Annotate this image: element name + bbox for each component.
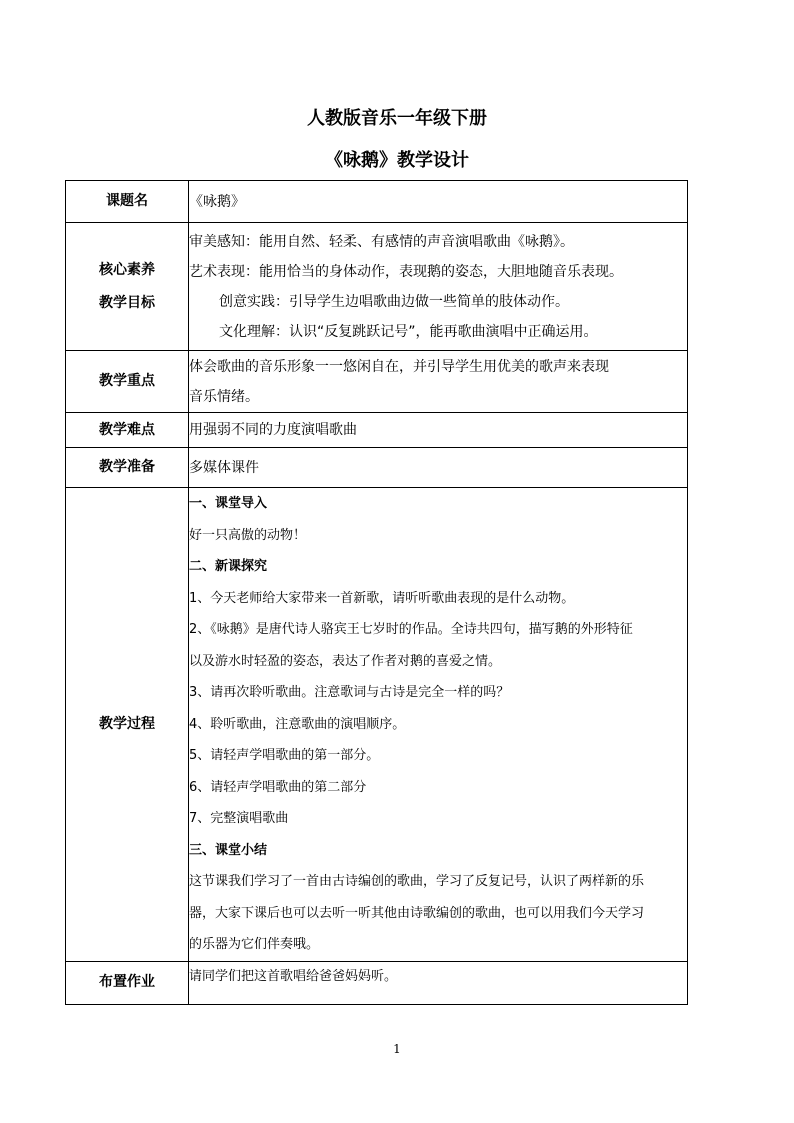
preparation-label: 教学准备	[66, 448, 189, 488]
process-heading-summary: 三、课堂小结	[189, 842, 268, 858]
process-line: 这节课我们学习了一首由古诗编创的歌曲，学习了反复记号，认识了两样新的乐	[189, 874, 645, 889]
process-label: 教学过程	[66, 488, 189, 962]
process-line: 5、请轻声学唱歌曲的第一部分。	[189, 748, 380, 763]
focus-line-1: 体会歌曲的音乐形象一一悠闲自在，并引导学生用优美的歌声来表现	[189, 358, 609, 375]
topic-label: 课题名	[66, 181, 189, 223]
page-number: 1	[393, 1042, 401, 1056]
lesson-plan-table	[65, 180, 688, 1005]
homework-value: 请同学们把这首歌唱给爸爸妈妈听。	[189, 961, 688, 1004]
document-subtitle: 《咏鹅》教学设计	[325, 150, 469, 171]
table-row-homework	[66, 961, 688, 1004]
table-row-goals	[66, 223, 688, 351]
table-row-preparation	[66, 448, 688, 488]
process-line: 7、完整演唱歌曲	[189, 811, 289, 826]
process-line: 6、请轻声学唱歌曲的第二部分	[189, 779, 367, 795]
focus-value	[189, 351, 688, 413]
process-value	[189, 488, 688, 962]
preparation-value: 多媒体课件	[189, 448, 688, 488]
table-row-difficulty	[66, 413, 688, 448]
table-row-focus	[66, 351, 688, 413]
process-line: 以及游水时轻盈的姿态，表达了作者对鹅的喜爱之情。	[189, 653, 502, 669]
process-line: 的乐器为它们伴奏哦。	[189, 937, 320, 952]
goals-value	[189, 223, 688, 351]
document-title: 人教版音乐一年级下册	[307, 108, 487, 129]
focus-label: 教学重点	[66, 351, 189, 413]
goal-culture: 文化理解：认识“反复跳跃记号”，能再歌曲演唱中正确运用。	[219, 323, 598, 340]
process-line: 2、《咏鹅》是唐代诗人骆宾王七岁时的作品。全诗共四句，描写鹅的外形特征	[189, 622, 633, 637]
process-heading-explore: 二、新课探究	[189, 559, 268, 574]
goals-label-line1: 核心素养	[99, 261, 155, 278]
goal-aesthetic: 审美感知：能用自然、轻柔、有感情的声音演唱歌曲《咏鹅》。	[189, 233, 574, 250]
process-line: 3、请再次聆听歌曲。注意歌词与古诗是完全一样的吗？	[189, 685, 510, 700]
focus-line-2: 音乐情绪。	[189, 388, 259, 405]
difficulty-value: 用强弱不同的力度演唱歌曲	[189, 413, 688, 448]
goal-creativity: 创意实践：引导学生边唱歌曲边做一些简单的肢体动作。	[219, 293, 569, 310]
table-row-process	[66, 488, 688, 962]
process-line: 4、聆听歌曲，注意歌曲的演唱顺序。	[189, 716, 406, 732]
table-row-topic	[66, 181, 688, 223]
process-line: 好一只高傲的动物！	[189, 527, 307, 543]
topic-value: 《咏鹅》	[189, 181, 688, 223]
goals-label-line2: 教学目标	[99, 294, 155, 311]
process-heading-intro: 一、课堂导入	[189, 496, 268, 511]
goal-expression: 艺术表现：能用恰当的身体动作，表现鹅的姿态，大胆地随音乐表现。	[189, 263, 623, 280]
goals-label	[66, 223, 189, 351]
homework-label: 布置作业	[66, 961, 189, 1004]
process-line: 1、今天老师给大家带来一首新歌，请听听歌曲表现的是什么动物。	[189, 590, 575, 606]
process-line: 器，大家下课后也可以去听一听其他由诗歌编创的歌曲，也可以用我们今天学习	[189, 905, 645, 921]
difficulty-label: 教学难点	[66, 413, 189, 448]
